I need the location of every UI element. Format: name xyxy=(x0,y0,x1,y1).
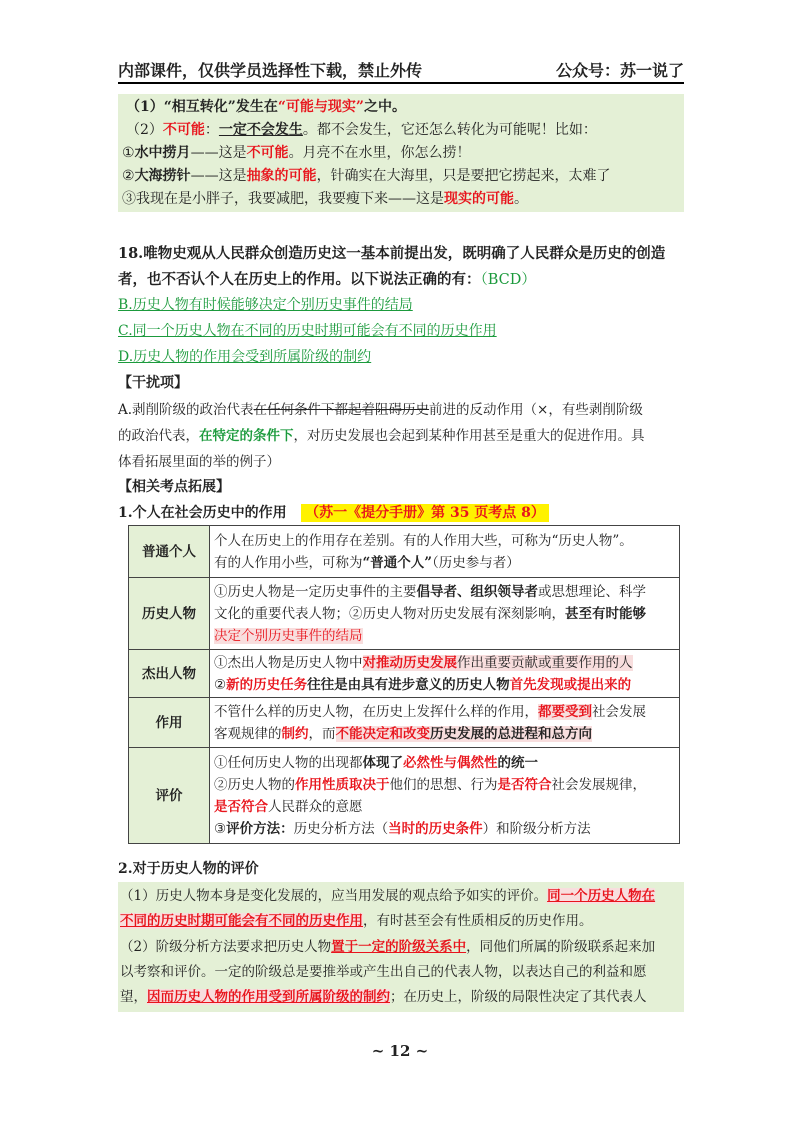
line xyxy=(214,796,675,818)
distractor-line-1 xyxy=(118,398,643,418)
text: 是否符合 xyxy=(214,798,268,815)
text: ，而 xyxy=(308,725,336,742)
text: 倡导者、组织领导者 xyxy=(416,583,538,600)
q18-stem-line-2 xyxy=(118,268,536,289)
text: ① xyxy=(122,145,135,161)
text: 不可能 xyxy=(162,122,205,138)
text: ② xyxy=(214,676,227,693)
line xyxy=(214,774,675,796)
text: 历史发展的总进程和总方向 xyxy=(430,725,592,742)
box-line-5 xyxy=(122,188,528,208)
table-row xyxy=(129,526,680,578)
line xyxy=(214,581,675,603)
text: 在特定的条件下 xyxy=(199,428,294,444)
row-content xyxy=(210,748,680,844)
text: 作出重要贡献或重要作用的人 xyxy=(457,654,633,671)
text: （历史参与者） xyxy=(432,554,520,571)
text: ）和阶级分析方法 xyxy=(482,820,591,837)
text: 水中捞月 xyxy=(134,145,191,161)
text: （2）阶级分析方法要求把历史人物 xyxy=(120,939,332,955)
distractor-line-3: 体看拓展里面的举的例子） xyxy=(118,454,280,470)
row-content xyxy=(210,698,680,748)
text: 不能决定和改变 xyxy=(335,725,430,742)
text: 对推动历史发展 xyxy=(362,654,457,671)
text: 1.个人在社会历史中的作用 xyxy=(118,505,287,521)
struck-text: 在任何条件下都起着阻碍历史 xyxy=(253,402,430,418)
text: ；在历史上，阶级的局限性决定了其代表人 xyxy=(390,989,647,1005)
text: 因而历史人物的作用受到所属阶级的制约 xyxy=(147,989,390,1005)
text: ①历史人物是一定历史事件的主要 xyxy=(214,583,417,600)
line xyxy=(214,625,675,647)
row-key: 普通个人 xyxy=(129,526,210,578)
row-content xyxy=(210,650,680,698)
row-key: 作用 xyxy=(129,698,210,748)
text: 制约 xyxy=(281,725,309,742)
text: 之中。 xyxy=(363,99,406,115)
q18-stem-line-1: 18.唯物史观从人民群众创造历史这一基本前提出发，既明确了人民群众是历史的创造 xyxy=(118,245,666,262)
text: ①杰出人物是历史人物中 xyxy=(214,654,363,671)
text: 有的人作用小些，可称为 xyxy=(214,554,363,571)
text: 作用性质取决于 xyxy=(295,776,390,793)
text: 社会发展 xyxy=(592,703,646,720)
line xyxy=(214,674,675,696)
row-key: 历史人物 xyxy=(129,578,210,650)
text: ③ xyxy=(214,820,227,837)
text: “普通个人” xyxy=(362,554,433,571)
table-row xyxy=(129,650,680,698)
text: 一定不会发生 xyxy=(218,122,303,138)
text: ①任何历史人物的出现都 xyxy=(214,754,363,771)
eval-line-4: 以考察和评价。一定的阶级总是要推举或产生出自己的代表人物，以表达自己的利益和愿 xyxy=(120,964,647,980)
eval-line-1 xyxy=(120,884,655,904)
line xyxy=(214,552,675,574)
text: 新的历史任务 xyxy=(226,676,308,693)
table-row xyxy=(129,748,680,844)
line xyxy=(214,818,675,840)
text: 不可能 xyxy=(246,145,289,161)
q18-option-b: B.历史人物有时候能够决定个别历史事件的结局 xyxy=(118,297,413,313)
text: 必然性与偶然性 xyxy=(403,754,498,771)
text: 大海捞针 xyxy=(134,168,191,184)
text: ，针确实在大海里，只是要把它捞起来，太难了 xyxy=(316,168,611,184)
text: 首先发现或提出来的 xyxy=(509,676,632,693)
eval-line-3 xyxy=(120,935,655,955)
box-line-4 xyxy=(122,165,611,185)
text: ——这是 xyxy=(190,168,247,184)
text: ——这是 xyxy=(190,145,247,161)
text: 甚至有时能够 xyxy=(565,605,646,622)
header-right-text: 公众号：苏一说了 xyxy=(555,61,684,80)
text: ，对历史发展也会起到某种作用甚至是重大的促进作用。具 xyxy=(293,428,645,444)
text: 决定个别历史事件的结局 xyxy=(214,627,363,644)
q18-option-d: D.历史人物的作用会受到所属阶级的制约 xyxy=(118,349,372,365)
text: ，有时甚至会有性质相反的历史作用。 xyxy=(363,913,593,929)
text: ，同他们所属的阶级联系起来加 xyxy=(466,939,656,955)
text: （2） xyxy=(126,122,163,138)
line xyxy=(214,723,675,745)
box-line-3 xyxy=(122,142,471,162)
q18-option-c: C.同一个历史人物在不同的历史时期可能会有不同的历史作用 xyxy=(118,323,497,339)
text: 者，也不否认个人在历史上的作用。以下说法正确的有： xyxy=(118,271,481,288)
possibility-box xyxy=(118,94,684,212)
line xyxy=(214,603,675,625)
text: 不管什么样的历史人物，在历史上发挥什么样的作用， xyxy=(214,703,538,720)
line xyxy=(214,701,675,723)
text: “可能与现实” xyxy=(277,99,364,115)
line xyxy=(214,752,675,774)
text: 望， xyxy=(120,989,147,1005)
text: 人民群众的意愿 xyxy=(268,798,363,815)
text: 。 xyxy=(514,191,528,207)
box-line-2 xyxy=(126,119,597,139)
text: ② xyxy=(122,168,135,184)
text: 文化的重要代表人物；②历史人物对历史发展有深刻影响， xyxy=(214,605,565,622)
text: 个人在历史上的作用存在差别。有的人作用大些，可称为“历史人物”。 xyxy=(214,532,633,549)
section-2-title: 2.对于历史人物的评价 xyxy=(118,861,259,877)
text: 抽象的可能 xyxy=(246,168,317,184)
evaluation-box xyxy=(118,882,684,1012)
text: 历史分析方法（ xyxy=(293,820,389,837)
row-key: 杰出人物 xyxy=(129,650,210,698)
line xyxy=(214,652,675,674)
text: 同一个历史人物在 xyxy=(547,888,656,904)
text: 。都不会发生，它还怎么转化为可能呢！比如： xyxy=(302,122,597,138)
eval-line-5 xyxy=(120,985,647,1005)
page-number: ~ 12 ~ xyxy=(371,1042,429,1060)
distractor-title: 【干扰项】 xyxy=(118,375,188,391)
text: ②历史人物的 xyxy=(214,776,295,793)
reference-tag: （苏一《提分手册》第 35 页考点 8） xyxy=(301,504,549,522)
text: 体现了 xyxy=(362,754,403,771)
text: 是否符合 xyxy=(497,776,552,793)
row-content xyxy=(210,526,680,578)
text: 社会发展规律， xyxy=(551,776,646,793)
text: 他们的思想、行为 xyxy=(389,776,498,793)
extension-title: 【相关考点拓展】 xyxy=(118,479,230,495)
text: 置于一定的阶级关系中 xyxy=(331,939,467,955)
text: ： xyxy=(204,122,219,138)
row-content xyxy=(210,578,680,650)
text: （1）“相互转化”发生在 xyxy=(126,99,278,115)
text: 评价方法： xyxy=(226,820,294,837)
distractor-line-2 xyxy=(118,424,645,444)
answer: （BCD） xyxy=(480,272,536,288)
text: 现实的可能 xyxy=(444,191,514,207)
table-row xyxy=(129,698,680,748)
row-key: 评价 xyxy=(129,748,210,844)
knowledge-table xyxy=(128,525,680,844)
page-header xyxy=(118,58,684,84)
text: 往往是由具有进步意义的历史人物 xyxy=(307,676,510,693)
box-line-1 xyxy=(126,96,406,116)
section-1-title xyxy=(118,502,549,522)
text: 当时的历史条件 xyxy=(388,820,483,837)
text: 。月亮不在水里，你怎么捞！ xyxy=(288,145,471,161)
text: 或思想理论、科学 xyxy=(538,583,646,600)
text: 都要受到 xyxy=(538,703,592,720)
table-row xyxy=(129,578,680,650)
text: 不同的历史时期可能会有不同的历史作用 xyxy=(120,913,363,929)
text: A.剥削阶级的政治代表 xyxy=(118,402,254,418)
text: （1）历史人物本身是变化发展的，应当用发展的观点给予如实的评价。 xyxy=(120,888,548,904)
text: ③我现在是小胖子，我要减肥，我要瘦下来——这是 xyxy=(122,191,444,207)
text: 客观规律的 xyxy=(214,725,282,742)
text: 的统一 xyxy=(497,754,538,771)
header-left-text: 内部课件，仅供学员选择性下载，禁止外传 xyxy=(118,61,423,80)
text: 的政治代表， xyxy=(118,428,199,444)
text: 前进的反动作用（×，有些剥削阶级 xyxy=(429,402,643,418)
eval-line-2 xyxy=(120,909,593,929)
